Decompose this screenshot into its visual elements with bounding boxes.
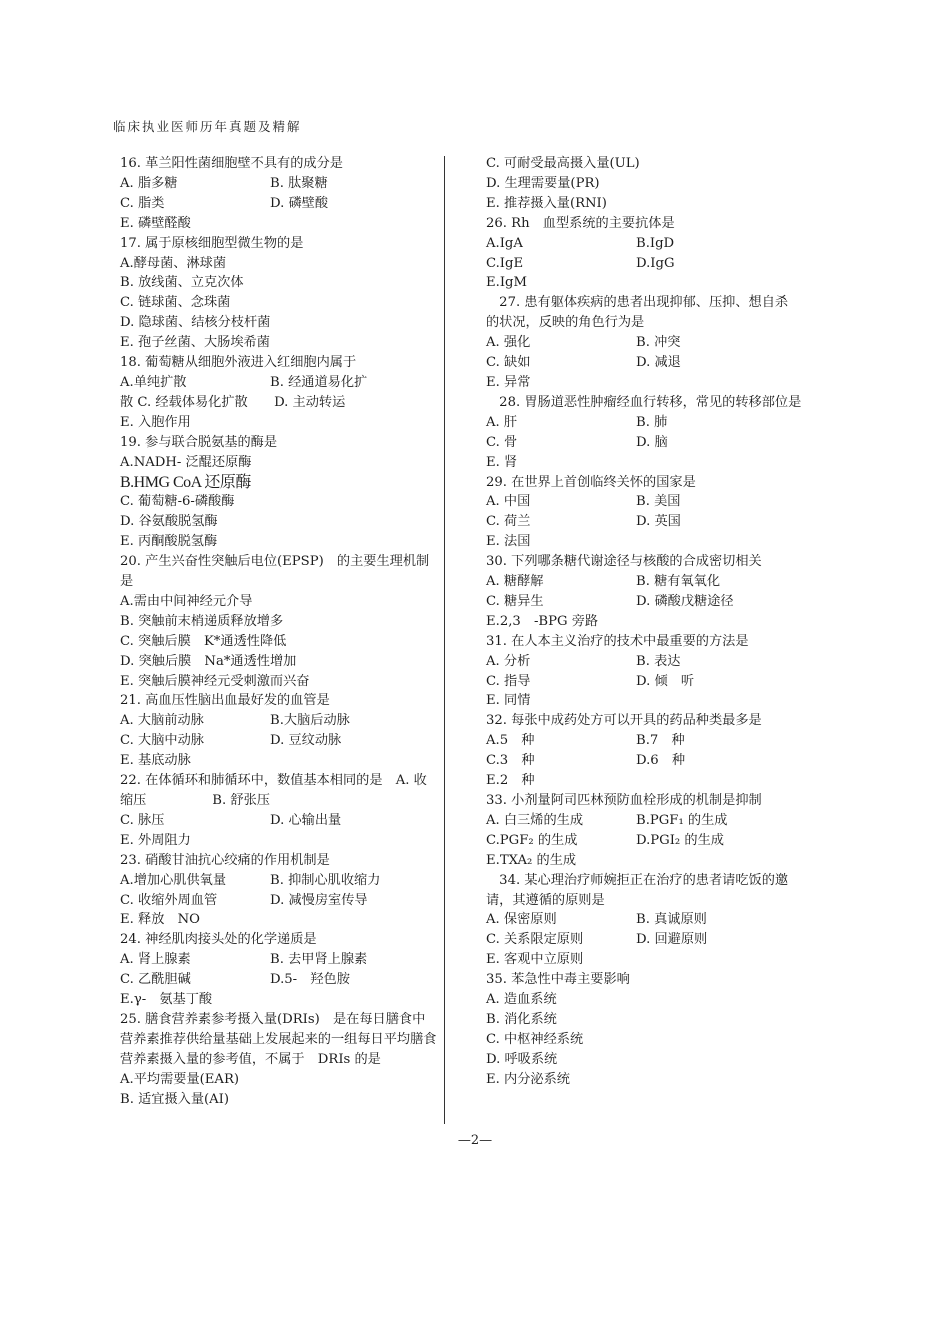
- answer-option: A. 中国: [486, 494, 531, 510]
- answer-option: C. 链球菌、念珠菌: [120, 295, 231, 311]
- question-stem: 30. 下列哪条糖代谢途径与核酸的合成密切相关: [486, 554, 762, 570]
- answer-option: B. 肽聚糖: [270, 175, 328, 191]
- answer-option: C.IgE: [486, 255, 524, 271]
- option-row: [486, 592, 808, 612]
- answer-option: C. 脉压: [120, 812, 165, 828]
- option-row: [486, 930, 808, 950]
- answer-option: C. 关系限定原则: [486, 932, 584, 948]
- answer-option: C. 葡萄糖-6-磷酸酶: [120, 494, 235, 510]
- option-row: [486, 333, 808, 353]
- question-block: [120, 552, 438, 691]
- question-stem: 35. 苯急性中毒主要影响: [486, 972, 630, 988]
- answer-option: C. 中枢神经系统: [486, 1031, 584, 1047]
- question-block: [486, 393, 808, 473]
- question-block: [486, 871, 808, 971]
- option-row: [120, 891, 438, 911]
- answer-option: D. 减退: [636, 355, 681, 371]
- answer-option: A.酵母菌、淋球菌: [120, 255, 227, 271]
- answer-option: D. 生理需要量(PR): [486, 175, 600, 191]
- answer-option: E.IgM: [486, 275, 527, 291]
- question-block: [120, 851, 438, 931]
- answer-option: A.增加心肌供氧量: [120, 872, 227, 888]
- question-stem: 32. 每张中成药处方可以开具的药品种类最多是: [486, 713, 762, 729]
- answer-option: D. 突触后膜 Na*通透性增加: [120, 653, 297, 669]
- answer-option: E. 同情: [486, 693, 531, 709]
- answer-option: A. 大脑前动脉: [120, 713, 204, 729]
- answer-option: E. 客观中立原则: [486, 952, 584, 968]
- question-block: [486, 214, 808, 294]
- right-column: [486, 154, 808, 1090]
- option-row: [486, 572, 808, 592]
- answer-option: E.TXA₂ 的生成: [486, 852, 577, 868]
- question-stem: 33. 小剂量阿司匹林预防血栓形成的机制是抑制: [486, 793, 762, 808]
- option-row: [120, 731, 438, 751]
- answer-option: A.5 种: [486, 733, 535, 749]
- answer-option: B. 肺: [636, 414, 668, 430]
- answer-option: E. 基底动脉: [120, 753, 191, 769]
- question-stem: 27. 患有躯体疾病的患者出现抑郁、压抑、想自杀 的状况，反映的角色行为是: [486, 295, 802, 331]
- answer-option: E. 外周阻力: [120, 832, 191, 848]
- answer-option: E. 孢子丝菌、大肠埃希菌: [120, 335, 270, 351]
- option-row: [486, 433, 808, 453]
- option-row: [486, 353, 808, 373]
- answer-option: C. 指导: [486, 673, 531, 689]
- answer-option: C. 突触后膜 K*通透性降低: [120, 633, 287, 649]
- left-column: [120, 154, 438, 1110]
- answer-option: B.大脑后动脉: [270, 713, 350, 729]
- option-row: [486, 831, 808, 851]
- answer-option: D. 减慢房室传导: [270, 892, 368, 908]
- answer-option: C. 乙酰胆碱: [120, 972, 191, 988]
- answer-option: A. 脂多糖: [120, 175, 178, 191]
- answer-option: A. 造血系统: [486, 992, 557, 1008]
- answer-option: A. 肝: [486, 414, 518, 430]
- option-row: [486, 731, 808, 751]
- option-row: [486, 910, 808, 930]
- question-block: [120, 771, 438, 851]
- column-divider: [444, 156, 445, 1124]
- answer-option: B.IgD: [636, 235, 675, 251]
- answer-option: D. 心输出量: [270, 812, 342, 828]
- answer-option: E. 丙酮酸脱氢酶: [120, 534, 218, 550]
- answer-option: E. 内分泌系统: [486, 1071, 570, 1087]
- question-stem: 17. 属于原核细胞型微生物的是: [120, 235, 304, 251]
- question-stem: 18. 葡萄糖从细胞外液进入红细胞内属于: [120, 355, 357, 371]
- answer-option: B. 消化系统: [486, 1011, 557, 1027]
- answer-option: A. 白三烯的生成: [486, 812, 584, 828]
- answer-option: B. 去甲肾上腺素: [270, 952, 368, 968]
- answer-option: A. 肾上腺素: [120, 952, 191, 968]
- answer-option: E.2 种: [486, 773, 535, 789]
- option-row: [120, 871, 438, 891]
- answer-option: B. 抑制心肌收缩力: [270, 872, 381, 888]
- question-stem: 34. 某心理治疗师婉拒正在治疗的患者请吃饭的邀请，其遵循的原则是: [486, 872, 789, 908]
- option-row: [486, 512, 808, 532]
- question-block: [486, 970, 808, 1089]
- answer-option: D.5- 羟色胺: [270, 972, 350, 988]
- answer-option: C. 糖异生: [486, 593, 544, 609]
- question-block: [120, 154, 438, 234]
- answer-option: C.PGF₂ 的生成: [486, 832, 578, 848]
- question-block: [486, 293, 808, 393]
- answer-option: B. 美国: [636, 494, 681, 510]
- answer-option: D. 脑: [636, 434, 668, 450]
- answer-option: A. 分析: [486, 653, 531, 669]
- question-block: [120, 691, 438, 771]
- question-block: [120, 930, 438, 1010]
- option-row: [486, 413, 808, 433]
- answer-option: D.PGI₂ 的生成: [636, 832, 724, 848]
- option-row: [486, 811, 808, 831]
- answer-option: E. 异常: [486, 374, 531, 390]
- answer-option: B. 突触前末梢递质释放增多: [120, 613, 284, 629]
- page-header: 临床执业医师历年真题及精解: [113, 119, 302, 134]
- answer-option: D.6 种: [636, 753, 686, 769]
- answer-option: B. 表达: [636, 653, 681, 669]
- question-stem: 20. 产生兴奋性突触后电位(EPSP) 的主要生理机制是: [120, 554, 430, 590]
- answer-option: B. 经通道易化扩: [270, 374, 368, 390]
- option-row: [120, 811, 438, 831]
- question-stem: 22. 在体循环和肺循环中，数值基本相同的是 A. 收缩压 B. 舒张压: [120, 773, 427, 808]
- answer-option: A.单纯扩散: [120, 374, 187, 390]
- answer-option: E. 释放 NO: [120, 912, 200, 928]
- option-row: [120, 950, 438, 970]
- question-block: [120, 433, 438, 552]
- answer-option: E.2,3 -BPG 旁路: [486, 613, 599, 629]
- answer-option: E. 磷壁醛酸: [120, 215, 191, 231]
- answer-option: D. 英国: [636, 514, 681, 530]
- question-stem: 23. 硝酸甘油抗心绞痛的作用机制是: [120, 852, 330, 868]
- answer-option: D. 倾 听: [636, 673, 695, 689]
- answer-option: A.需由中间神经元介导: [120, 593, 253, 609]
- option-row: [120, 711, 438, 731]
- answer-option: B.7 种: [636, 733, 685, 749]
- answer-option: A. 保密原则: [486, 912, 557, 928]
- answer-option: B.HMG CoA 还原酶: [120, 473, 251, 491]
- answer-option: C. 缺如: [486, 355, 531, 371]
- answer-option: C. 荷兰: [486, 514, 531, 530]
- question-block: [486, 473, 808, 553]
- option-row: [486, 751, 808, 771]
- answer-option: E. 推荐摄入量(RNI): [486, 195, 607, 211]
- question-stem: 19. 参与联合脱氨基的酶是: [120, 434, 278, 450]
- option-row: [120, 970, 438, 990]
- answer-option: C. 收缩外周血管: [120, 892, 218, 908]
- answer-option: D.IgG: [636, 255, 675, 271]
- option-row: [120, 194, 438, 214]
- answer-option: B. 放线菌、立克次体: [120, 275, 244, 291]
- option-row: [486, 234, 808, 254]
- question-block: [486, 552, 808, 632]
- answer-option: D. 谷氨酸脱氢酶: [120, 514, 218, 530]
- page-number: —2—: [457, 1133, 493, 1148]
- question-block: [120, 1010, 438, 1110]
- answer-option: B. 适宜摄入量(AI): [120, 1091, 230, 1107]
- answer-option: B. 真诚原则: [636, 912, 707, 928]
- answer-option: E. 突触后膜神经元受刺激而兴奋: [120, 673, 310, 689]
- answer-option: E.γ- 氨基丁酸: [120, 992, 213, 1008]
- answer-option: B. 糖有氧氧化: [636, 574, 721, 590]
- question-block: [120, 353, 438, 433]
- answer-option: A.IgA: [486, 235, 523, 251]
- option-row: [486, 254, 808, 274]
- question-stem: 26. Rh 血型系统的主要抗体是: [486, 215, 675, 231]
- answer-option: D. 豆纹动脉: [270, 733, 342, 749]
- question-block: [486, 791, 808, 871]
- option-row: [120, 174, 438, 194]
- answer-option: E. 法国: [486, 534, 531, 550]
- answer-option: C. 大脑中动脉: [120, 733, 204, 749]
- answer-option: A.平均需要量(EAR): [120, 1071, 240, 1087]
- answer-option: C. 脂类: [120, 195, 165, 211]
- answer-option: D. 磷壁酸: [270, 195, 329, 211]
- answer-option: D. 隐球菌、结核分枝杆菌: [120, 315, 271, 331]
- answer-option: D. 呼吸系统: [486, 1051, 558, 1067]
- answer-option: E. 入胞作用: [120, 414, 191, 430]
- question-block: [486, 711, 808, 791]
- answer-option: A.NADH- 泛醌还原酶: [120, 454, 252, 470]
- question-stem: 21. 高血压性脑出血最好发的血管是: [120, 693, 330, 709]
- question-block: [486, 632, 808, 712]
- question-stem: 16. 革兰阳性菌细胞壁不具有的成分是: [120, 156, 343, 171]
- question-block: [120, 234, 438, 353]
- answer-option: C. 可耐受最高摄入量(UL): [486, 156, 640, 171]
- answer-option: B.PGF₁ 的生成: [636, 812, 728, 828]
- question-stem: 25. 膳食营养素参考摄入量(DRIs) 是在每日膳食中营养素推荐供给量基础上发展起来的一组每日平均膳食营养素摄入量的参考值，不属于 DRIs 的是: [120, 1011, 437, 1067]
- answer-option: E. 肾: [486, 454, 518, 470]
- answer-option: D. 磷酸戊糖途径: [636, 593, 734, 609]
- option-row: [486, 652, 808, 672]
- option-row: [486, 672, 808, 692]
- question-stem: 29. 在世界上首创临终关怀的国家是: [486, 474, 696, 490]
- answer-option: B. 冲突: [636, 335, 681, 351]
- answer-option: D. 回避原则: [636, 932, 708, 948]
- option-row: [120, 373, 438, 393]
- answer-option: A. 糖酵解: [486, 574, 544, 590]
- answer-option: A. 强化: [486, 335, 531, 351]
- answer-option: C.3 种: [486, 753, 535, 769]
- question-stem: 31. 在人本主义治疗的技术中最重要的方法是: [486, 633, 749, 649]
- answer-option: 散 C. 经载体易化扩散 D. 主动转运: [120, 394, 346, 410]
- option-row: [486, 492, 808, 512]
- question-block: [486, 154, 808, 214]
- question-stem: 24. 神经肌肉接头处的化学递质是: [120, 932, 317, 948]
- answer-option: C. 骨: [486, 434, 518, 450]
- question-stem: 28. 胃肠道恶性肿瘤经血行转移，常见的转移部位是: [486, 394, 802, 410]
